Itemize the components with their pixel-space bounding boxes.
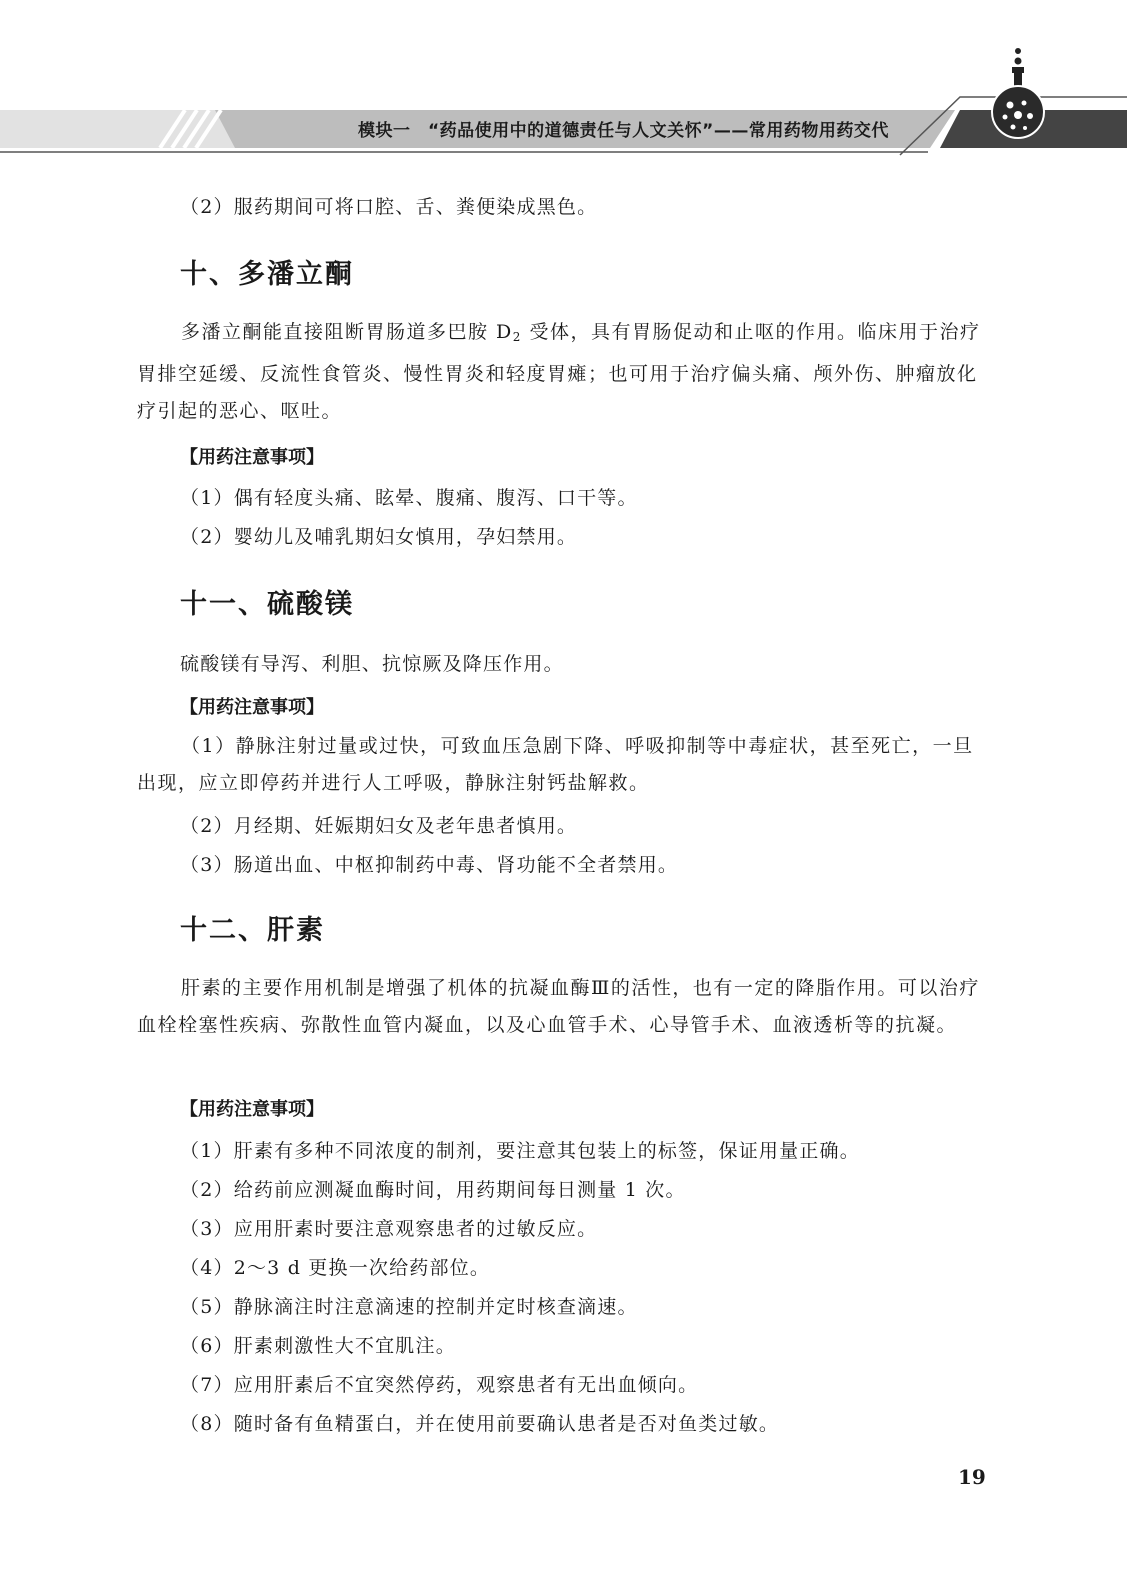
flask-icon bbox=[988, 45, 1048, 145]
module-title: 模块一 “药品使用中的道德责任与人文关怀”——常用药物用药交代 bbox=[358, 121, 889, 141]
list-item: （6）肝素刺激性大不宜肌注。 bbox=[180, 1335, 456, 1357]
list-item: （2）给药前应测凝血酶时间，用药期间每日测量 1 次。 bbox=[180, 1179, 686, 1201]
section-heading: 十、多潘立酮 bbox=[180, 259, 354, 290]
list-item: （2）婴幼儿及哺乳期妇女慎用，孕妇禁用。 bbox=[180, 526, 578, 548]
list-item: （2）服药期间可将口腔、舌、粪便染成黑色。 bbox=[180, 196, 598, 218]
header-banner bbox=[0, 0, 1127, 170]
list-item: （1）偶有轻度头痛、眩晕、腹痛、腹泻、口干等。 bbox=[180, 487, 638, 509]
page-header bbox=[0, 0, 1127, 170]
list-item: （2）月经期、妊娠期妇女及老年患者慎用。 bbox=[180, 815, 578, 837]
list-item: （1）静脉注射过量或过快，可致血压急剧下降、呼吸抑制等中毒症状，甚至死亡，一旦出现，应立即停药并进行人工呼吸，静脉注射钙盐解救。 bbox=[137, 735, 974, 794]
section-heading: 十二、肝素 bbox=[180, 915, 325, 946]
list-item: （3）肠道出血、中枢抑制药中毒、肾功能不全者禁用。 bbox=[180, 854, 679, 876]
notes-heading: 【用药注意事项】 bbox=[180, 697, 324, 718]
notes-heading: 【用药注意事项】 bbox=[180, 447, 324, 468]
section-intro: 多潘立酮能直接阻断胃肠道多巴胺 $D_2$ 受体，具有胃肠促动和止呕的作用。临床用于治疗胃排空延缓、反流性食管炎、慢性胃炎和轻度胃瘫；也可用于治疗偏头痛、颅外伤、肿瘤放化疗引起的恶心、呕吐。 bbox=[137, 321, 981, 422]
section-heading: 十一、硫酸镁 bbox=[180, 589, 354, 620]
list-item: （7）应用肝素后不宜突然停药，观察患者有无出血倾向。 bbox=[180, 1374, 699, 1396]
section-intro: 硫酸镁有导泻、利胆、抗惊厥及降压作用。 bbox=[180, 653, 564, 675]
notes-heading: 【用药注意事项】 bbox=[180, 1099, 324, 1120]
list-item: （4）2～3 d 更换一次给药部位。 bbox=[180, 1257, 491, 1279]
list-item: （1）肝素有多种不同浓度的制剂，要注意其包装上的标签，保证用量正确。 bbox=[180, 1140, 860, 1162]
page-number: 19 bbox=[958, 1465, 986, 1489]
section-intro: 肝素的主要作用机制是增强了机体的抗凝血酶Ⅲ的活性，也有一定的降脂作用。可以治疗血栓栓塞性疾病、弥散性血管内凝血，以及心血管手术、心导管手术、血液透析等的抗凝。 bbox=[137, 977, 980, 1036]
list-item: （8）随时备有鱼精蛋白，并在使用前要确认患者是否对鱼类过敏。 bbox=[180, 1413, 780, 1435]
list-item: （5）静脉滴注时注意滴速的控制并定时核查滴速。 bbox=[180, 1296, 638, 1318]
list-item: （3）应用肝素时要注意观察患者的过敏反应。 bbox=[180, 1218, 598, 1240]
